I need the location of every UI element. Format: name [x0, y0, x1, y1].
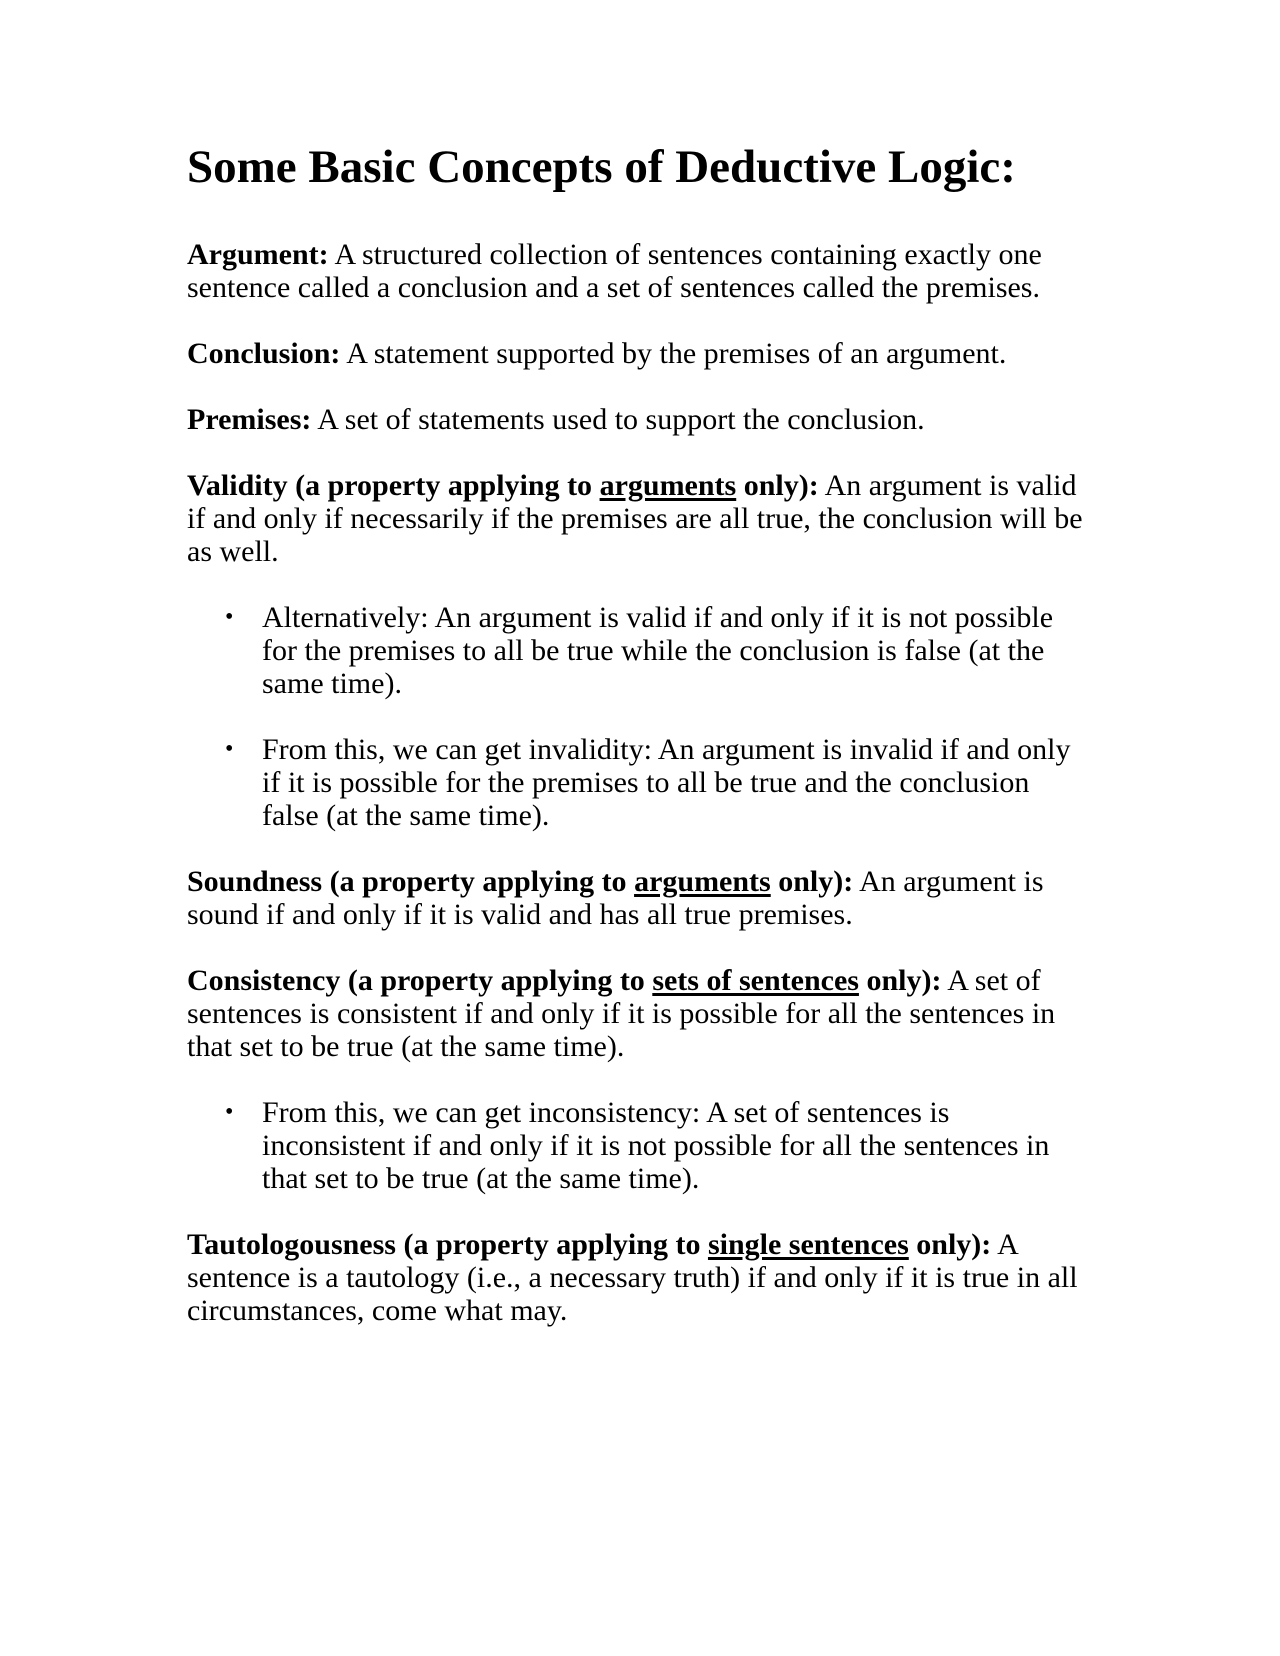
term-validity: Validity (a property applying to arguments only): — [187, 469, 819, 503]
term-tautologousness: Tautologousness (a property applying to single sentences only): — [187, 1228, 992, 1262]
definition-text-validity: An argument is valid if and only if necessarily if the premises are all true, the conclusion will be as well. — [187, 469, 1083, 569]
underlined-scope: arguments — [634, 865, 771, 899]
definition-text-soundness: An argument is sound if and only if it is valid and has all true premises. — [187, 865, 1044, 932]
list-item: • From this, we can get invalidity: An argument is invalid if and only if it is possible for the premises to all be true and the conclusion false (at the same time). — [225, 733, 1071, 833]
definition-consistency — [187, 964, 1087, 1063]
definition-text-tautologousness: A sentence is a tautology (i.e., a necessary truth) if and only if it is true in all circumstances, come what may. — [187, 1228, 1078, 1328]
term-consistency: Consistency (a property applying to sets of sentences only): — [187, 964, 942, 998]
definition-text-premises: A set of statements used to support the conclusion. — [317, 403, 925, 437]
term-soundness: Soundness (a property applying to arguments only): — [187, 865, 854, 899]
validity-bullet-list — [187, 601, 1087, 832]
term-argument: Argument: — [187, 238, 329, 272]
term-premises: Premises: — [187, 403, 312, 437]
list-item: • From this, we can get inconsistency: A set of sentences is inconsistent if and only if it is not possible for all the sentences in that set to be true (at the same time). — [225, 1096, 1050, 1196]
term-conclusion: Conclusion: — [187, 337, 341, 371]
consistency-bullet-list — [187, 1096, 1087, 1195]
list-item: • Alternatively: An argument is valid if and only if it is not possible for the premises to all be true while the conclusion is false (at the same time). — [225, 601, 1054, 701]
definition-tautologousness — [187, 1228, 1087, 1327]
definition-text-argument: A structured collection of sentences containing exactly one sentence called a conclusion and a set of sentences called the premises. — [187, 238, 1042, 305]
definition-validity — [187, 469, 1087, 568]
underlined-scope: single sentences — [707, 1228, 909, 1262]
page-title: Some Basic Concepts of Deductive Logic: — [187, 141, 1016, 193]
definition-soundness — [187, 865, 1087, 931]
definition-text-consistency: A set of sentences is consistent if and only if it is possible for all the sentences in that set to be true (at the same time). — [187, 964, 1056, 1064]
document-page — [187, 140, 1087, 1327]
definition-text-conclusion: A statement supported by the premises of an argument. — [346, 337, 1007, 371]
definition-argument — [187, 238, 1087, 304]
bullet-icon: • — [225, 1099, 234, 1126]
definition-premises — [187, 403, 1087, 436]
underlined-scope: arguments — [599, 469, 737, 503]
bullet-icon: • — [225, 736, 234, 763]
bullet-icon: • — [225, 604, 234, 631]
definition-conclusion — [187, 337, 1087, 370]
underlined-scope: sets of sentences — [652, 964, 859, 998]
